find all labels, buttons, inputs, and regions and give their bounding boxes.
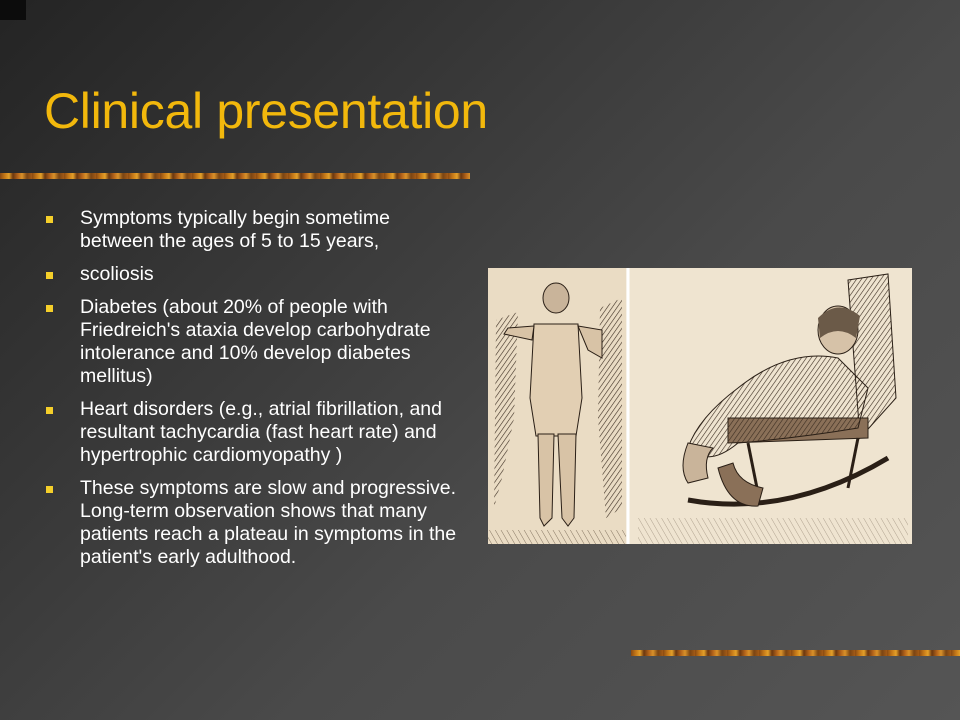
illustration-drawing [488, 268, 912, 544]
bullet-text: Symptoms typically begin sometime between the ages of 5 to 15 years, [80, 207, 390, 252]
bullet-square-icon [46, 407, 53, 414]
corner-accent [0, 0, 26, 20]
title-divider-rule [0, 173, 470, 179]
bullet-text: Diabetes (about 20% of people with Friedreich's ataxia develop carbohydrate intolerance and 10% develop diabetes mellitus) [80, 296, 431, 387]
list-item [44, 263, 464, 286]
rocking-chair-panel [630, 268, 912, 544]
list-item [44, 296, 464, 388]
bullet-square-icon [46, 486, 53, 493]
bullet-square-icon [46, 305, 53, 312]
bullet-text: scoliosis [80, 263, 154, 285]
list-item [44, 477, 464, 569]
patient-illustration [488, 268, 912, 544]
bullet-square-icon [46, 272, 53, 279]
footer-divider-rule [631, 650, 960, 656]
slide-title: Clinical presentation [44, 83, 488, 139]
standing-child-panel [488, 268, 626, 544]
bullet-list [44, 207, 464, 579]
list-item [44, 207, 464, 253]
bullet-text: Heart disorders (e.g., atrial fibrillation, and resultant tachycardia (fast heart rate) and hypertrophic cardiomyopathy ) [80, 398, 442, 466]
bullet-square-icon [46, 216, 53, 223]
list-item [44, 398, 464, 467]
bullet-text: These symptoms are slow and progressive. Long-term observation shows that many patients reach a plateau in symptoms in the patient's early adulthood. [80, 477, 457, 568]
